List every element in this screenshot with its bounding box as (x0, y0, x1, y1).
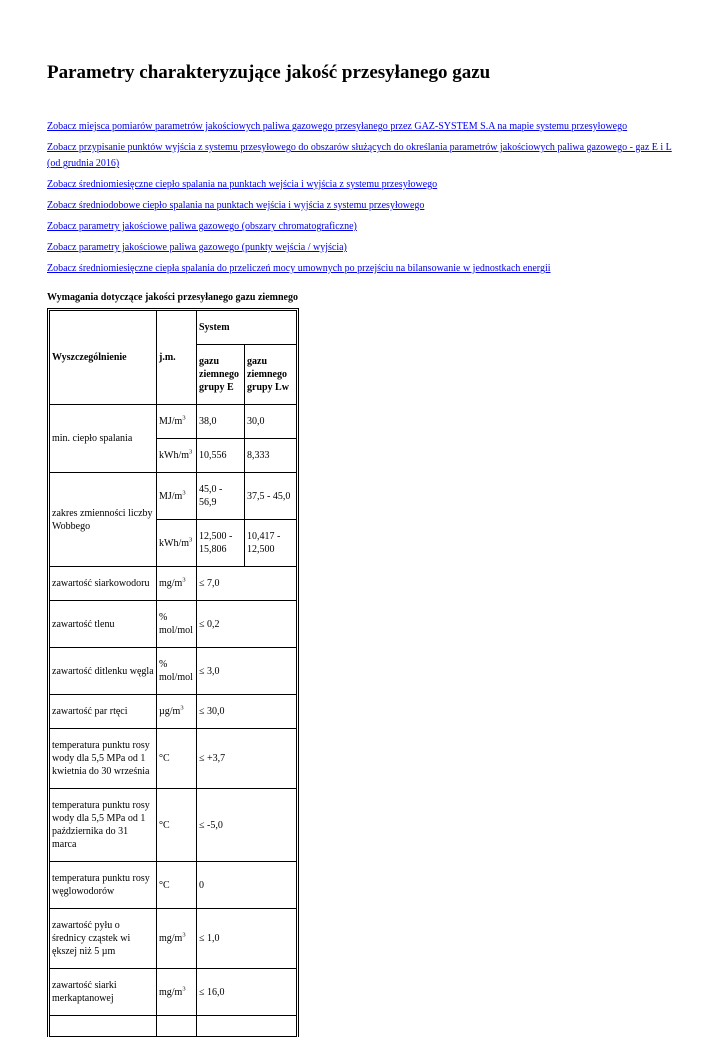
data-cell: 30,0 (245, 405, 297, 439)
data-cell: 10,556 (197, 439, 245, 473)
data-cell: ≤ +3,7 (197, 729, 297, 789)
cube-superscript: 3 (182, 985, 186, 993)
data-cell: zawartość ditlenku węgla (50, 648, 157, 695)
data-cell: ≤ 16,0 (197, 969, 297, 1016)
table-row (50, 695, 297, 729)
data-cell: ≤ 0,2 (197, 601, 297, 648)
link-paragraph (47, 177, 678, 193)
table-row (50, 729, 297, 789)
data-cell: 45,0 - 56,9 (197, 473, 245, 520)
table-row (50, 567, 297, 601)
cube-superscript: 3 (182, 576, 186, 584)
data-cell: °C (157, 729, 197, 789)
data-cell: ≤ 30,0 (197, 695, 297, 729)
header-cell: Wyszczególnienie (50, 311, 157, 405)
unit-text: kWh/m (159, 537, 189, 549)
header-cell: gazu ziemnego grupy E (197, 345, 245, 405)
data-cell (157, 520, 197, 567)
link-mapa-systemu-przesylowego[interactable]: Zobacz miejsca pomiarów parametrów jakościowych paliwa gazowego przesyłanego przez GAZ-SYSTEM S.A na mapie systemu przesyłowego (47, 121, 628, 132)
data-cell: °C (157, 789, 197, 862)
header-cell: j.m. (157, 311, 197, 405)
data-cell: ≤ -5,0 (197, 789, 297, 862)
data-cell: zawartość tlenu (50, 601, 157, 648)
data-cell: °C (157, 862, 197, 909)
data-cell (157, 439, 197, 473)
link-przypisanie-punktow-wyjscia[interactable]: Zobacz przypisanie punktów wyjścia z systemu przesyłowego do obszarów służących do określania parametrów jakościowych paliwa gazowego - gaz E i L (od grudnia 2016) (47, 142, 672, 169)
data-cell: % mol/mol (157, 601, 197, 648)
link-paragraph (47, 240, 678, 256)
cube-superscript: 3 (180, 704, 184, 712)
link-paragraph (47, 198, 678, 214)
table-row (50, 473, 297, 520)
data-cell (50, 1016, 157, 1037)
table-row (50, 601, 297, 648)
unit-text: MJ/m (159, 416, 183, 427)
data-cell: zawartość par rtęci (50, 695, 157, 729)
data-cell: 12,500 - 15,806 (197, 520, 245, 567)
cube-superscript: 3 (189, 448, 193, 456)
unit-text: kWh/m (159, 450, 189, 461)
data-cell: % mol/mol (157, 648, 197, 695)
page-title: Parametry charakteryzujące jakość przesyłanego gazu (47, 62, 491, 83)
link-paragraph (47, 261, 678, 277)
link-sredniodobowe-cieplo-spalania[interactable]: Zobacz średniodobowe ciepło spalania na punktach wejścia i wyjścia z systemu przesyłowego (47, 200, 425, 211)
data-cell: zakres zmienności liczby Wobbego (50, 473, 157, 567)
link-paragraph (47, 140, 678, 172)
table-row (50, 405, 297, 439)
cube-superscript: 3 (182, 489, 186, 497)
data-cell (157, 405, 197, 439)
data-cell (157, 1016, 197, 1037)
data-cell: zawartość siarkowodoru (50, 567, 157, 601)
data-cell: 8,333 (245, 439, 297, 473)
table-row (50, 648, 297, 695)
data-cell: zawartość pyłu o średnicy cząstek wi ększej niż 5 µm (50, 909, 157, 969)
unit-text: µg/m (159, 706, 181, 717)
gas-quality-table (49, 310, 297, 1037)
table-heading: Wymagania dotyczące jakości przesyłanego gazu ziemnego (47, 292, 298, 303)
data-cell (157, 695, 197, 729)
data-cell: temperatura punktu rosy węglowodorów (50, 862, 157, 909)
link-sredniomiesieczne-cieplo-spalania[interactable]: Zobacz średniomiesięczne ciepło spalania na punktach wejścia i wyjścia z systemu przesyłowego (47, 179, 438, 190)
table-clip-container (47, 308, 297, 1004)
data-cell: 37,5 - 45,0 (245, 473, 297, 520)
data-cell (157, 473, 197, 520)
link-paragraph (47, 219, 678, 235)
data-cell: ≤ 7,0 (197, 567, 297, 601)
data-cell: min. ciepło spalania (50, 405, 157, 473)
link-paragraph (47, 119, 678, 135)
data-cell: temperatura punktu rosy wody dla 5,5 MPa od 1 kwietnia do 30 września (50, 729, 157, 789)
links-section (47, 119, 678, 277)
data-cell: 0 (197, 862, 297, 909)
data-cell (197, 1016, 297, 1037)
link-parametry-obszary-chromatograficzne[interactable]: Zobacz parametry jakościowe paliwa gazowego (obszary chromatograficzne) (47, 221, 357, 232)
cube-superscript: 3 (189, 536, 193, 544)
data-cell: temperatura punktu rosy wody dla 5,5 MPa od 1 października do 31 marca (50, 789, 157, 862)
cube-superscript: 3 (182, 414, 186, 422)
data-cell: ≤ 3,0 (197, 648, 297, 695)
table-row (50, 1016, 297, 1037)
header-cell: gazu ziemnego grupy Lw (245, 345, 297, 405)
data-cell: 38,0 (197, 405, 245, 439)
table-row (50, 789, 297, 862)
table-row (50, 311, 297, 345)
link-ciepla-spalania-przeliczenia-mocy[interactable]: Zobacz średniomiesięczne ciepła spalania do przeliczeń mocy umownych po przejściu na bilansowanie w jednostkach energii (47, 263, 551, 274)
unit-text: MJ/m (159, 490, 183, 502)
data-cell: zawartość siarki merkaptanowej (50, 969, 157, 1016)
unit-text: mg/m (159, 986, 183, 998)
table-row (50, 862, 297, 909)
link-parametry-punkty-wejscia-wyjscia[interactable]: Zobacz parametry jakościowe paliwa gazowego (punkty wejścia / wyjścia) (47, 242, 347, 253)
data-cell (157, 567, 197, 601)
unit-text: mg/m (159, 578, 183, 589)
data-cell (157, 969, 197, 1016)
data-cell: 10,417 - 12,500 (245, 520, 297, 567)
table-row (50, 909, 297, 969)
table-row (50, 969, 297, 1016)
unit-text: mg/m (159, 933, 183, 944)
header-cell: System (197, 311, 297, 345)
data-cell (157, 909, 197, 969)
cube-superscript: 3 (182, 931, 186, 939)
data-cell: ≤ 1,0 (197, 909, 297, 969)
